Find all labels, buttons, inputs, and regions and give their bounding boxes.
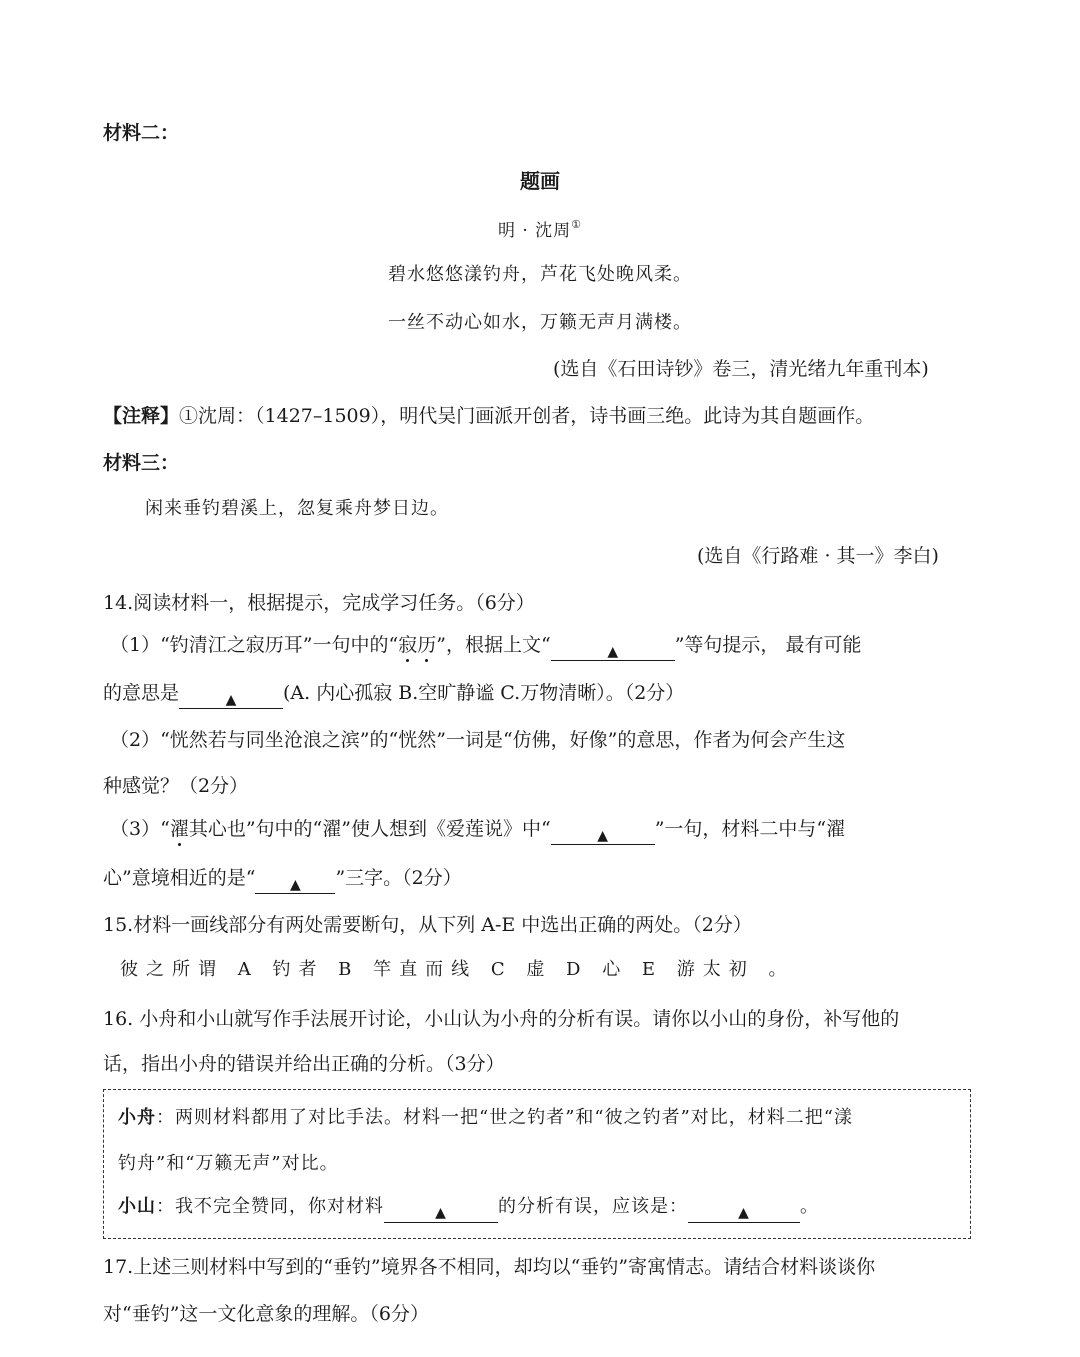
answer-blank[interactable]	[551, 640, 675, 661]
xiaoshan-text-b: 的分析有误，应该是：	[498, 1196, 688, 1217]
q14-p1-text-a: （1）“钓清江之寂历耳”一句中的“	[110, 634, 399, 656]
footnote-marker: ①	[571, 218, 583, 231]
blank-triangle-icon: ▲	[738, 1205, 750, 1221]
xiaoshan-end: 。	[800, 1196, 819, 1217]
blank-triangle-icon: ▲	[607, 644, 619, 660]
q14-p3-text-e: ”三字。（2分）	[335, 867, 462, 889]
q14-p1-options: (A. 内心孤寂 B.空旷静谧 C.万物清晰）。（2分）	[283, 682, 685, 704]
poem-title: 题画	[520, 169, 560, 193]
material3-heading: 材料三：	[103, 452, 180, 474]
dotted-char-zhuo: 濯	[169, 818, 189, 840]
material3-source: (选自《行路难 · 其一》李白)	[697, 545, 939, 567]
poem-line-2: 一丝不动心如水，万籁无声月满楼。	[388, 312, 692, 333]
xiaozhou-line2: 钓舟”和“万籁无声”对比。	[118, 1153, 339, 1174]
q17-stem-line2: 对“垂钓”这一文化意象的理解。（6分）	[103, 1303, 430, 1325]
xiaoshan-text-a: ：我不完全赞同，你对材料	[156, 1196, 384, 1217]
q16-stem-line2: 话，指出小舟的错误并给出正确的分析。（3分）	[103, 1053, 505, 1075]
q14-part2-line2: 种感觉？（2分）	[103, 775, 249, 797]
material2-heading: 材料二：	[103, 122, 180, 144]
q14-part2-line1: （2）“恍然若与同坐沧浪之滨”的“恍然”一词是“仿佛，好像”的意思，作者为何会产生这	[110, 729, 846, 751]
q16-stem-line1: 16. 小舟和小山就写作手法展开讨论，小山认为小舟的分析有误。请你以小山的身份，补写他的	[103, 1008, 900, 1030]
answer-blank[interactable]	[255, 873, 335, 894]
answer-blank[interactable]	[551, 824, 655, 845]
dotted-char-ji: 寂	[398, 634, 418, 656]
xiaozhou-line1	[118, 1109, 853, 1127]
xiaozhou-text-a: ：两则材料都用了对比手法。材料一把“世之钓者”和“彼之钓者”对比，材料二把“漾	[156, 1107, 854, 1128]
q15-stem: 15.材料一画线部分有两处需要断句，从下列 A-E 中选出正确的两处。（2分）	[103, 914, 752, 936]
q14-part3-line2	[103, 869, 462, 894]
blank-triangle-icon: ▲	[597, 828, 609, 844]
q14-part1-line1	[110, 636, 861, 661]
xiaoshan-line	[118, 1198, 819, 1223]
q14-part3-line1	[110, 820, 845, 845]
q14-p3-text-b: 其心也”句中的“濯”使人想到《爱莲说》中“	[188, 818, 551, 840]
q14-p3-text-c: ”一句，材料二中与“濯	[654, 818, 846, 840]
poem-source: (选自《石田诗钞》卷三，清光绪九年重刊本)	[553, 358, 929, 380]
annotation-label: 【注释】	[103, 405, 180, 427]
q15-sentence: 彼之所谓 A 钓者 B 竿直而线 C 虚 D 心 E 游太初 。	[120, 959, 795, 980]
q14-p3-text-a: （3）“	[110, 818, 170, 840]
blank-triangle-icon: ▲	[290, 877, 301, 893]
q14-stem: 14.阅读材料一，根据提示，完成学习任务。（6分）	[103, 592, 535, 614]
q17-stem-line1: 17.上述三则材料中写到的“垂钓”境界各不相同，却均以“垂钓”寄寓情志。请结合材料谈谈你	[103, 1256, 876, 1278]
dotted-char-li: 历	[417, 634, 437, 656]
q14-p1-text-d: 的意思是	[103, 682, 180, 704]
blank-triangle-icon: ▲	[225, 692, 237, 708]
q14-p1-text-b: ”，根据上文“	[436, 634, 551, 656]
answer-blank[interactable]	[688, 1202, 800, 1223]
q14-part1-line2	[103, 684, 684, 709]
speaker-xiaozhou: 小舟	[118, 1107, 156, 1128]
q14-p3-text-d: 心”意境相近的是“	[103, 867, 256, 889]
poem-line-1: 碧水悠悠漾钓舟，芦花飞处晚风柔。	[388, 264, 692, 285]
poem-author	[0, 219, 1080, 240]
answer-blank[interactable]	[179, 688, 283, 709]
blank-triangle-icon: ▲	[435, 1205, 447, 1221]
speaker-xiaoshan: 小山	[118, 1196, 156, 1217]
author-text: 明 · 沈周	[497, 221, 572, 241]
q14-p1-text-c: ”等句提示， 最有可能	[674, 634, 862, 656]
annotation-text: ①沈周：（1427–1509），明代吴门画派开创者，诗书画三绝。此诗为其自题画作。	[179, 405, 875, 427]
answer-blank[interactable]	[384, 1202, 498, 1223]
material3-line: 闲来垂钓碧溪上，忽复乘舟梦日边。	[145, 498, 449, 519]
annotation	[103, 407, 874, 426]
